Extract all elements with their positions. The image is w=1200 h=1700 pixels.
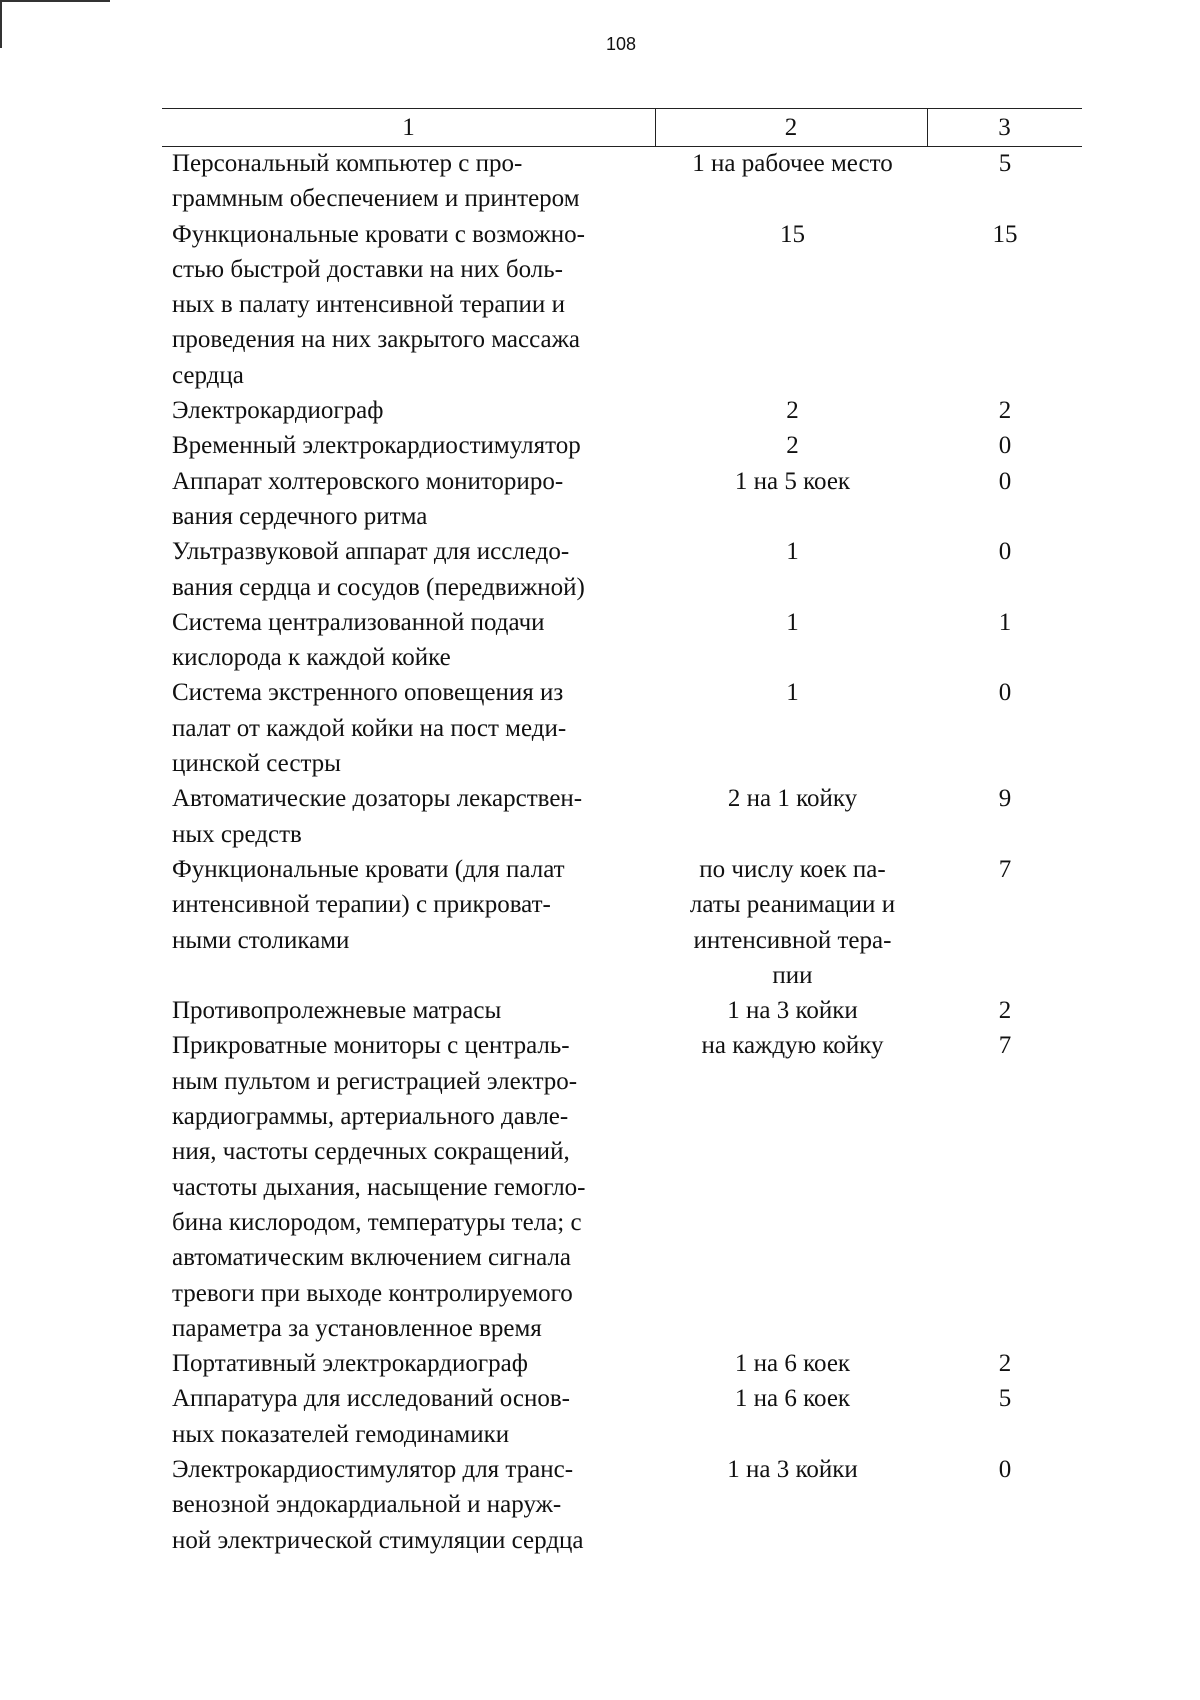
equipment-name (172, 605, 667, 676)
equipment-norm-line: 1 (786, 538, 799, 566)
equipment-norm-line: 2 (786, 397, 799, 425)
equipment-norm (660, 1452, 925, 1487)
equipment-name (172, 675, 667, 781)
equipment-name (172, 464, 667, 535)
equipment-norm-line: 1 на 6 коек (734, 1350, 851, 1378)
table-row (0, 1452, 1200, 1558)
table-body (0, 146, 1200, 1558)
equipment-name-line: Временный электрокардиостимулятор (172, 432, 581, 460)
equipment-name-line: Персональный компьютер с про- (172, 150, 523, 177)
equipment-name (172, 534, 667, 605)
equipment-norm-line: по числу коек па- (699, 855, 886, 883)
equipment-name (172, 1452, 667, 1558)
equipment-name-line: цинской сестры (172, 750, 341, 778)
equipment-norm-line: 2 (786, 432, 799, 460)
table-row (0, 393, 1200, 428)
table-row (0, 1028, 1200, 1346)
equipment-quantity: 0 (998, 432, 1012, 460)
equipment-norm (660, 464, 925, 499)
equipment-norm (660, 428, 925, 463)
table-row (0, 993, 1200, 1028)
equipment-norm (660, 675, 925, 710)
header-col-3: 3 (998, 114, 1011, 141)
equipment-name-line: тревоги при выходе контролируемого (172, 1279, 573, 1307)
equipment-norm-line: 1 (786, 608, 799, 636)
equipment-norm-line: 1 (786, 679, 799, 707)
equipment-name-line: бина кислородом, температуры тела; с (172, 1208, 582, 1236)
equipment-name-line: Портативный электрокардиограф (172, 1350, 528, 1378)
equipment-name-line: ных показателей гемодинамики (172, 1420, 510, 1448)
equipment-norm-line: латы реанимации и (689, 891, 896, 919)
equipment-name-line: проведения на них закрытого массажа (172, 326, 580, 354)
equipment-name-line: ных в палату интенсивной терапии и (172, 291, 565, 319)
equipment-quantity: 7 (998, 1032, 1012, 1060)
equipment-norm-line: 2 на 1 койку (727, 785, 858, 813)
equipment-name (172, 852, 667, 993)
equipment-name-line: ных средств (172, 820, 302, 848)
equipment-norm-line: интенсивной тера- (693, 926, 892, 954)
equipment-norm-line: 1 на 3 койки (727, 1455, 858, 1483)
equipment-norm-line: на каждую койку (701, 1032, 884, 1060)
equipment-quantity: 0 (998, 1455, 1012, 1483)
equipment-name-line: Электрокардиостимулятор для транс- (172, 1455, 574, 1483)
equipment-name (172, 393, 667, 428)
equipment-name-line: Прикроватные мониторы с централь- (172, 1032, 570, 1060)
equipment-quantity: 2 (998, 997, 1012, 1025)
equipment-name-line: Электрокардиограф (172, 397, 384, 425)
equipment-name-line: Автоматические дозаторы лекарствен- (172, 785, 583, 813)
equipment-name-line: параметра за установленное время (172, 1314, 542, 1342)
equipment-name-line: венозной эндокардиальной и наруж- (172, 1491, 562, 1519)
equipment-name-line: кардиограммы, артериального давле- (172, 1103, 569, 1131)
equipment-norm (660, 146, 925, 181)
equipment-name-line: ной электрической стимуляции сердца (172, 1526, 584, 1554)
equipment-name-line: ным пультом и регистрацией электро- (172, 1067, 578, 1095)
equipment-norm-line: 1 на 3 койки (727, 997, 858, 1025)
equipment-norm-line: 1 на рабочее место (692, 150, 893, 177)
equipment-quantity: 15 (992, 220, 1018, 248)
equipment-name-line: вания сердца и сосудов (передвижной) (172, 573, 585, 601)
equipment-name-line: Ультразвуковой аппарат для исследо- (172, 538, 570, 566)
equipment-norm-line: 1 на 5 коек (734, 467, 851, 495)
equipment-name-line: ния, частоты сердечных сокращений, (172, 1138, 570, 1166)
header-col-2: 2 (784, 114, 798, 141)
equipment-norm-line: 1 на 6 коек (734, 1385, 851, 1413)
equipment-quantity: 5 (998, 150, 1012, 177)
equipment-norm (660, 993, 925, 1028)
equipment-name (172, 1028, 667, 1346)
equipment-norm (660, 605, 925, 640)
equipment-norm (660, 1346, 925, 1381)
equipment-quantity: 1 (998, 608, 1012, 636)
equipment-quantity: 0 (998, 467, 1012, 495)
equipment-name-line: палат от каждой койки на пост меди- (172, 714, 567, 742)
table-row (0, 675, 1200, 781)
equipment-name-line: Аппарат холтеровского мониториро- (172, 467, 564, 495)
equipment-name-line: Система экстренного оповещения из (172, 679, 564, 707)
equipment-norm-line: 15 (780, 220, 805, 248)
equipment-name-line: Функциональные кровати (для палат (172, 855, 565, 883)
equipment-quantity: 7 (998, 855, 1012, 883)
equipment-name-line: кислорода к каждой койке (172, 644, 451, 672)
page-number: 108 (605, 34, 637, 54)
equipment-norm (660, 534, 925, 569)
equipment-quantity: 5 (998, 1385, 1012, 1413)
table-row (0, 534, 1200, 605)
table-row (0, 464, 1200, 535)
equipment-quantity: 0 (998, 679, 1012, 707)
equipment-name-line: Функциональные кровати с возможно- (172, 220, 585, 248)
equipment-norm (660, 1028, 925, 1063)
equipment-name-line: ными столиками (172, 926, 350, 954)
equipment-quantity: 2 (998, 1350, 1012, 1378)
table-row (0, 781, 1200, 852)
equipment-name-line: частоты дыхания, насыщение гемогло- (172, 1173, 586, 1201)
table-row (0, 217, 1200, 393)
equipment-name-line: Аппаратура для исследований основ- (172, 1385, 570, 1413)
equipment-name (172, 217, 667, 393)
table-row (0, 1381, 1200, 1452)
equipment-norm (660, 1381, 925, 1416)
equipment-norm (660, 217, 925, 252)
table-row (0, 428, 1200, 463)
table-header (162, 108, 1082, 147)
equipment-name-line: автоматическим включением сигнала (172, 1244, 572, 1272)
equipment-name (172, 1381, 667, 1452)
table-row (0, 1346, 1200, 1381)
equipment-norm-line: пии (772, 961, 813, 989)
equipment-name (172, 146, 667, 217)
equipment-name-line: интенсивной терапии) с прикроват- (172, 891, 551, 919)
equipment-quantity: 9 (998, 785, 1012, 813)
equipment-name-line: сердца (172, 361, 244, 389)
equipment-name (172, 1346, 667, 1381)
equipment-quantity: 0 (998, 538, 1012, 566)
equipment-name (172, 781, 667, 852)
equipment-name-line: Противопролежневые матрасы (172, 997, 502, 1025)
scan-edge-top (0, 0, 110, 2)
equipment-name-line: вания сердечного ритма (172, 502, 428, 530)
equipment-norm (660, 393, 925, 428)
equipment-name-line: граммным обеспечением и принтером (172, 185, 580, 213)
equipment-name (172, 428, 667, 463)
equipment-name (172, 993, 667, 1028)
equipment-name-line: Система централизованной подачи (172, 608, 545, 636)
table-row (0, 852, 1200, 993)
equipment-name-line (172, 958, 667, 993)
equipment-quantity: 2 (998, 397, 1012, 425)
table-row (0, 146, 1200, 217)
header-col-1: 1 (402, 114, 415, 141)
equipment-norm (660, 781, 925, 816)
equipment-name-line: стью быстрой доставки на них боль- (172, 255, 563, 283)
equipment-norm (660, 852, 925, 993)
table-row (0, 605, 1200, 676)
